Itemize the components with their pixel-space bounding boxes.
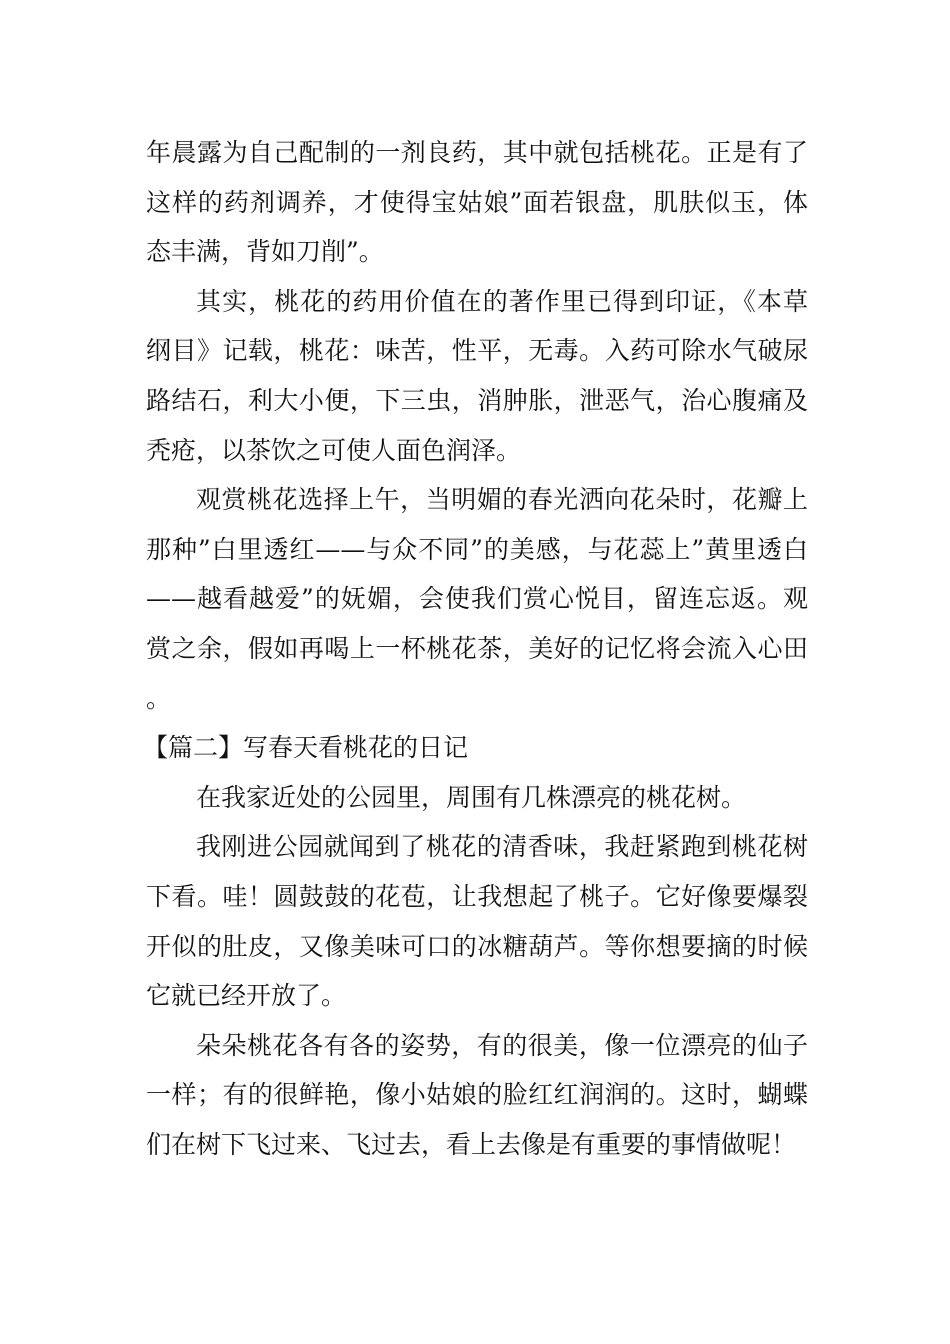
paragraph-viewing-tips: 观赏桃花选择上午，当明媚的春光洒向花朵时，花瓣上那种”白里透红——与众不同”的美感，与花蕊上”黄里透白——越看越爱”的妩媚，会使我们赏心悦目，留连忘返。观赏之余，假如再喝上一杯桃花茶，美好的记忆将会流入心田。 (146, 485, 808, 713)
section-heading: 【篇二】写春天看桃花的日记 (143, 733, 469, 763)
paragraph-poses: 朵朵桃花各有各的姿势，有的很美，像一位漂亮的仙子一样；有的很鲜艳，像小姑娘的脸红红润润的。这时，蝴蝶们在树下飞过来、飞过去，看上去像是有重要的事情做呢！ (146, 1030, 808, 1159)
paragraph-medicinal-value: 其实，桃花的药用价值在的著作里已得到印证，《本草纲目》记载，桃花：味苦，性平，无毒。入药可除水气破尿路结石，利大小便，下三虫，消肿胀，泄恶气，治心腹痛及秃疮，以茶饮之可使人面色润泽。 (146, 286, 808, 465)
paragraph-fragrance: 我刚进公园就闻到了桃花的清香味，我赶紧跑到桃花树下看。哇！圆鼓鼓的花苞，让我想起了桃子。它好像要爆裂开似的肚皮，又像美味可口的冰糖葫芦。等你想要摘的时候它就已经开放了。 (146, 832, 808, 1011)
paragraph-park: 在我家近处的公园里，周围有几株漂亮的桃花树。 (196, 782, 747, 812)
paragraph-continuation: 年晨露为自己配制的一剂良药，其中就包括桃花。正是有了这样的药剂调养，才使得宝姑娘”面若银盘，肌肤似玉，体态丰满，背如刀削”。 (146, 138, 808, 267)
document-body (143, 128, 808, 1169)
